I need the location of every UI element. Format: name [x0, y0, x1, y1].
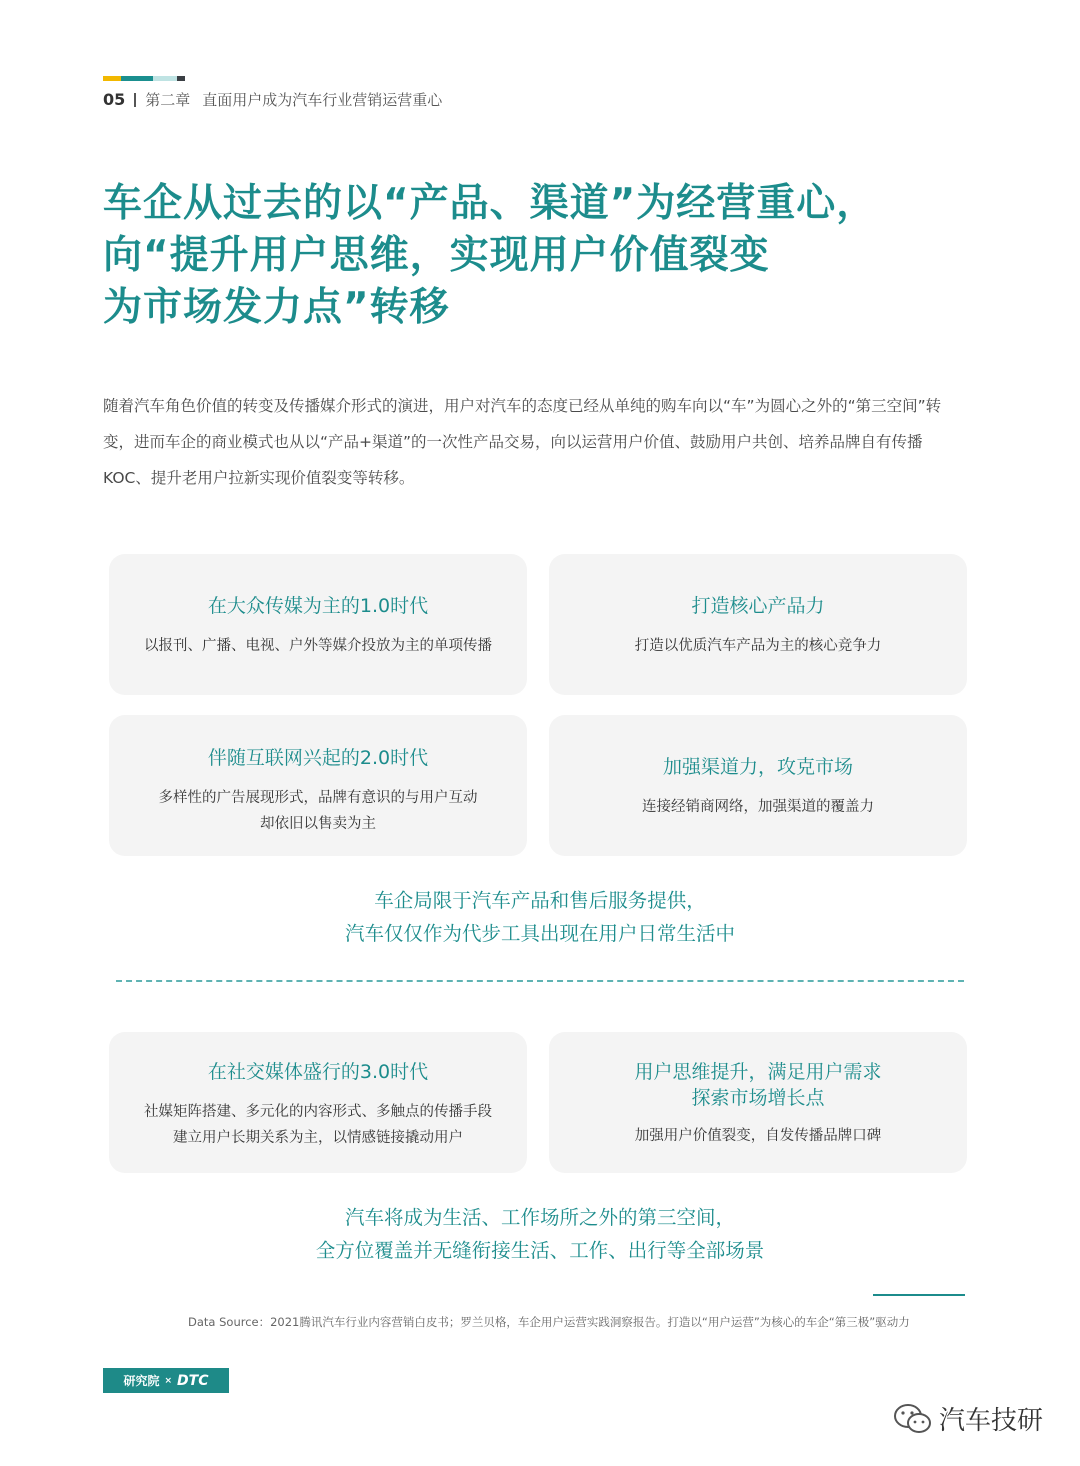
intro-line: 变，进而车企的商业模式也从以“产品+渠道”的一次性产品交易，向以运营用户价值、鼓励用户共创、培养品牌自有传播 [103, 433, 923, 451]
source-accent-line [873, 1294, 965, 1296]
intro-line: KOC、提升老用户拉新实现价值裂变等转移。 [103, 469, 415, 487]
card-title: 在大众传媒为主的1.0时代 [207, 595, 429, 617]
summary-line: 汽车将成为生活、工作场所之外的第三空间， [344, 1206, 735, 1229]
intro-paragraph [103, 388, 983, 496]
page-number: 05 [103, 90, 126, 109]
chapter-label: 第二章 [145, 91, 191, 109]
card-title: 伴随互联网兴起的2.0时代 [207, 747, 429, 769]
card-desc: 连接经销商网络，加强渠道的覆盖力 [642, 799, 874, 815]
header-accent-bar [103, 76, 185, 81]
section-divider [116, 980, 964, 982]
logo-left-text: 研究院 [123, 1374, 160, 1388]
title-line: 向“提升用户思维，实现用户价值裂变 [103, 233, 770, 278]
card-user-thinking [549, 1032, 967, 1173]
card-desc: 却依旧以售卖为主 [260, 816, 376, 832]
card-desc: 加强用户价值裂变，自发传播品牌口碑 [634, 1128, 882, 1144]
watermark [893, 1400, 1043, 1437]
card-era-3 [109, 1032, 527, 1173]
brand-logo [103, 1368, 229, 1393]
summary-text [0, 1201, 1080, 1267]
card-core-product [549, 554, 967, 695]
card-desc: 以报刊、广播、电视、户外等媒介投放为主的单项传播 [144, 638, 492, 654]
chapter-header [103, 89, 442, 110]
logo-right-text: DTC [177, 1372, 209, 1389]
card-desc: 建立用户长期关系为主，以情感链接撬动用户 [173, 1130, 463, 1146]
card-title: 用户思维提升，满足用户需求 [634, 1061, 882, 1083]
card-era-2 [109, 715, 527, 856]
card-desc: 社媒矩阵搭建、多元化的内容形式、多触点的传播手段 [144, 1104, 492, 1120]
intro-line: 随着汽车角色价值的转变及传播媒介形式的演进，用户对汽车的态度已经从单纯的购车向以“车”为圆心之外的“第三空间”转 [103, 397, 942, 415]
logo-separator: × [164, 1375, 173, 1386]
title-line: 车企从过去的以“产品、渠道”为经营重心， [103, 181, 877, 226]
summary-line: 全方位覆盖并无缝衔接生活、工作、出行等全部场景 [315, 1239, 765, 1262]
watermark-text: 汽车技研 [939, 1406, 1044, 1436]
wechat-icon [893, 1402, 933, 1436]
card-era-1 [109, 554, 527, 695]
data-source: Data Source：2021腾讯汽车行业内容营销白皮书；罗兰贝格，车企用户运营实践洞察报告。打造以“用户运营”为核心的车企“第三极”驱动力 [188, 1315, 910, 1329]
card-title: 在社交媒体盛行的3.0时代 [207, 1061, 429, 1083]
title-line: 为市场发力点”转移 [103, 285, 450, 330]
summary-text [0, 884, 1080, 950]
summary-line: 车企局限于汽车产品和售后服务提供， [374, 889, 706, 912]
card-channel [549, 715, 967, 856]
card-desc: 打造以优质汽车产品为主的核心竞争力 [634, 638, 882, 654]
chapter-title: 直面用户成为汽车行业营销运营重心 [202, 91, 443, 109]
card-title: 探索市场增长点 [691, 1087, 825, 1109]
summary-line: 汽车仅仅作为代步工具出现在用户日常生活中 [344, 922, 735, 945]
divider [134, 93, 136, 107]
card-title: 打造核心产品力 [691, 595, 825, 617]
card-title: 加强渠道力，攻克市场 [662, 756, 853, 778]
card-desc: 多样性的广告展现形式，品牌有意识的与用户互动 [158, 790, 478, 806]
page-title [103, 178, 983, 334]
